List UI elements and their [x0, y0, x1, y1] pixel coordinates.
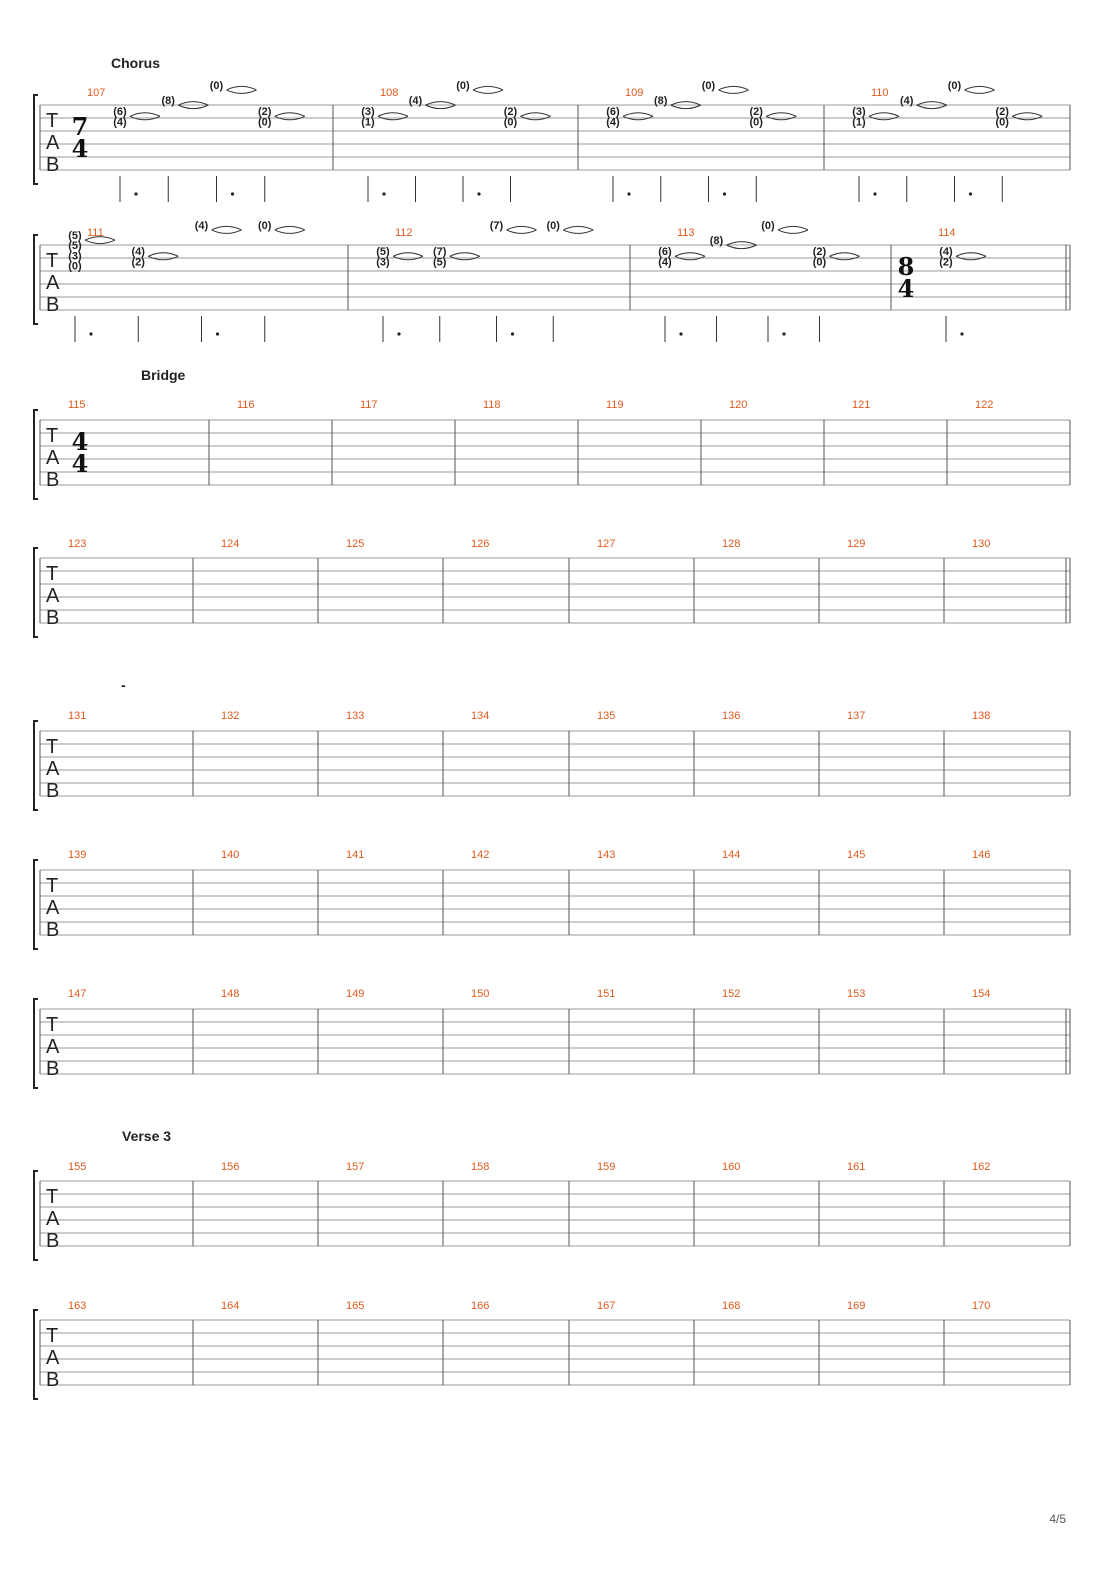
fret-number: (0)	[761, 219, 775, 232]
tie-arc	[965, 90, 995, 94]
fret-number: (3)	[376, 256, 390, 269]
rhythm-dot	[397, 332, 400, 335]
section-label: -	[121, 677, 126, 693]
tab-clef-a: A	[46, 758, 60, 780]
tab-clef-b: B	[46, 919, 60, 941]
bar-number: 126	[471, 538, 490, 550]
tie-arc	[778, 230, 808, 234]
rhythm-dot	[382, 192, 385, 195]
fret-number: (7)	[489, 219, 504, 232]
tab-system	[34, 55, 1070, 202]
tie-arc	[1012, 113, 1042, 117]
bar-number: 132	[221, 710, 240, 722]
tie-arc	[675, 253, 705, 257]
fret-number: (2)	[812, 246, 827, 259]
bar-number: 164	[221, 1300, 240, 1312]
tab-system	[34, 220, 1070, 342]
rhythm-dot	[89, 332, 92, 335]
fret-number: (0)	[812, 256, 827, 269]
fret-number: (0)	[701, 79, 716, 92]
bar-number: 163	[68, 1300, 87, 1312]
tie-arc	[719, 90, 749, 94]
fret-number: (8)	[709, 235, 724, 248]
bar-number: 160	[722, 1161, 741, 1173]
rhythm-dot	[134, 192, 137, 195]
tie-arc	[727, 245, 757, 249]
tab-clef-b: B	[46, 294, 60, 316]
tab-system	[34, 538, 1070, 637]
tie-arc	[473, 86, 503, 90]
bar-number: 145	[847, 849, 866, 861]
rhythm-dot	[782, 332, 785, 335]
tie-arc	[719, 86, 749, 90]
fret-number: (0)	[68, 260, 82, 273]
bar-number: 122	[975, 399, 994, 411]
bar-number: 135	[597, 710, 616, 722]
bar-number: 142	[471, 849, 490, 861]
bar-number: 112	[395, 227, 413, 239]
bar-number: 144	[722, 849, 741, 861]
bar-number: 110	[871, 87, 889, 99]
fret-number: (0)	[995, 116, 1009, 129]
bar-number: 115	[68, 399, 86, 411]
tie-arc	[85, 240, 115, 244]
fret-number: (1)	[361, 116, 375, 129]
tie-arc	[473, 90, 503, 94]
tab-system	[34, 1300, 1070, 1399]
tie-arc	[275, 226, 305, 230]
tie-arc	[275, 113, 305, 117]
bar-number: 146	[972, 849, 991, 861]
tie-arc	[227, 90, 257, 94]
time-signature-bottom: 4	[71, 449, 89, 478]
bar-number: 167	[597, 1300, 616, 1312]
system-bracket	[34, 860, 38, 949]
system-bracket	[34, 548, 38, 637]
time-signature-bottom: 4	[71, 134, 89, 163]
tab-clef-t: T	[46, 250, 59, 272]
rhythm-dot	[679, 332, 682, 335]
bar-number: 123	[68, 538, 87, 550]
tie-arc	[450, 253, 480, 257]
tab-clef-b: B	[46, 469, 60, 491]
tie-arc	[917, 105, 947, 109]
bar-number: 161	[847, 1161, 866, 1173]
tab-clef-b: B	[46, 780, 60, 802]
rhythm-dot	[231, 192, 234, 195]
bar-number: 136	[722, 710, 741, 722]
fret-number: (2)	[995, 106, 1009, 119]
tab-clef-t: T	[46, 563, 59, 585]
system-bracket	[34, 1171, 38, 1260]
system-bracket	[34, 999, 38, 1088]
tab-clef-a: A	[46, 585, 60, 607]
tie-arc	[378, 113, 408, 117]
section-label: Verse 3	[122, 1128, 172, 1144]
bar-number: 153	[847, 988, 866, 1000]
fret-number: (0)	[456, 79, 470, 92]
tie-arc	[623, 113, 653, 117]
fret-number: (5)	[376, 246, 390, 259]
rhythm-dot	[216, 332, 219, 335]
bar-number: 133	[346, 710, 365, 722]
tab-system	[34, 367, 1070, 499]
bar-number: 170	[972, 1300, 991, 1312]
fret-number: (5)	[433, 256, 447, 269]
bar-number: 108	[380, 87, 399, 99]
tie-arc	[507, 230, 537, 234]
tie-arc	[521, 113, 551, 117]
fret-number: (2)	[503, 106, 518, 119]
tab-clef-b: B	[46, 154, 60, 176]
tab-clef-t: T	[46, 110, 59, 132]
fret-number: (5)	[68, 230, 82, 242]
rhythm-dot	[960, 332, 963, 335]
tab-system	[34, 1128, 1070, 1260]
tie-arc	[563, 226, 593, 230]
bar-number: 117	[360, 399, 378, 411]
fret-number: (4)	[939, 246, 953, 259]
fret-number: (0)	[749, 116, 763, 129]
bar-number: 129	[847, 538, 866, 550]
tab-clef-b: B	[46, 1058, 60, 1080]
rhythm-dot	[511, 332, 514, 335]
rhythm-dot	[969, 192, 972, 195]
tie-arc	[212, 230, 242, 234]
bar-number: 139	[68, 849, 87, 861]
bar-number: 140	[221, 849, 240, 861]
bar-number: 138	[972, 710, 991, 722]
tie-arc	[778, 226, 808, 230]
fret-number: (0)	[546, 219, 560, 232]
bar-number: 130	[972, 538, 991, 550]
tie-arc	[869, 113, 899, 117]
tab-clef-t: T	[46, 1014, 59, 1036]
bar-number: 143	[597, 849, 616, 861]
page-number: 4/5	[1049, 1512, 1066, 1526]
fret-number: (3)	[68, 250, 82, 263]
bar-number: 131	[68, 710, 87, 722]
tie-arc	[956, 253, 986, 257]
tie-arc	[426, 105, 456, 109]
bar-number: 151	[597, 988, 616, 1000]
tab-clef-a: A	[46, 272, 60, 294]
bar-number: 119	[606, 399, 624, 411]
bar-number: 156	[221, 1161, 240, 1173]
fret-number: (0)	[947, 79, 962, 92]
bar-number: 166	[471, 1300, 490, 1312]
time-signature-top: 7	[71, 112, 89, 141]
tab-clef-b: B	[46, 607, 60, 629]
bar-number: 107	[87, 87, 106, 99]
bar-number: 168	[722, 1300, 741, 1312]
system-bracket	[34, 95, 38, 184]
fret-number: (4)	[131, 246, 145, 259]
bar-number: 149	[346, 988, 365, 1000]
tab-clef-a: A	[46, 1208, 60, 1230]
bar-number: 158	[471, 1161, 490, 1173]
tab-clef-a: A	[46, 447, 60, 469]
tie-arc	[178, 105, 208, 109]
fret-number: (0)	[258, 116, 272, 129]
tie-arc	[766, 113, 796, 117]
tab-clef-t: T	[46, 1186, 59, 1208]
tie-arc	[130, 113, 160, 117]
system-bracket	[34, 1310, 38, 1399]
rhythm-dot	[627, 192, 630, 195]
bar-number: 154	[972, 988, 991, 1000]
rhythm-dot	[873, 192, 876, 195]
system-bracket	[34, 721, 38, 810]
bar-number: 159	[597, 1161, 616, 1173]
tab-clef-b: B	[46, 1230, 60, 1252]
tab-clef-a: A	[46, 1347, 60, 1369]
tab-clef-t: T	[46, 1325, 59, 1347]
tab-system	[34, 677, 1070, 810]
tab-clef-a: A	[46, 897, 60, 919]
tab-clef-a: A	[46, 132, 60, 154]
time-signature-top: 4	[71, 427, 89, 456]
fret-number: (2)	[258, 106, 272, 119]
fret-number: (7)	[433, 246, 447, 259]
bar-number: 121	[852, 399, 871, 411]
fret-number: (0)	[258, 219, 272, 232]
fret-number: (1)	[852, 116, 866, 129]
fret-number: (4)	[606, 116, 620, 129]
bar-number: 109	[625, 87, 644, 99]
tab-clef-t: T	[46, 736, 59, 758]
fret-number: (4)	[113, 116, 127, 129]
tie-arc	[393, 253, 423, 257]
bar-number: 113	[677, 227, 695, 239]
bar-number: 134	[471, 710, 490, 722]
fret-number: (6)	[606, 106, 620, 119]
tab-clef-t: T	[46, 425, 59, 447]
bar-number: 125	[346, 538, 365, 550]
fret-number: (4)	[900, 95, 914, 108]
fret-number: (4)	[658, 256, 672, 269]
fret-number: (8)	[161, 95, 175, 108]
bar-number: 118	[483, 399, 501, 411]
bar-number: 147	[68, 988, 87, 1000]
rhythm-dot	[477, 192, 480, 195]
bar-number: 124	[221, 538, 240, 550]
bar-number: 127	[597, 538, 616, 550]
bar-number: 114	[938, 227, 956, 239]
fret-number: (0)	[503, 116, 518, 129]
tie-arc	[148, 253, 178, 257]
section-label: Bridge	[141, 367, 186, 383]
bar-number: 155	[68, 1161, 87, 1173]
bar-number: 128	[722, 538, 741, 550]
bar-number: 111	[87, 227, 104, 239]
fret-number: (0)	[209, 79, 224, 92]
bar-number: 169	[847, 1300, 866, 1312]
bar-number: 152	[722, 988, 741, 1000]
fret-number: (5)	[68, 240, 82, 253]
tie-arc	[507, 226, 537, 230]
bar-number: 150	[471, 988, 490, 1000]
fret-number: (6)	[658, 246, 672, 259]
bar-number: 137	[847, 710, 866, 722]
bar-number: 116	[237, 399, 255, 411]
tie-arc	[563, 230, 593, 234]
system-bracket	[34, 410, 38, 499]
bar-number: 157	[346, 1161, 365, 1173]
tie-arc	[212, 226, 242, 230]
bar-number: 165	[346, 1300, 365, 1312]
tie-arc	[830, 253, 860, 257]
bar-number: 120	[729, 399, 748, 411]
fret-number: (2)	[749, 106, 763, 119]
fret-number: (6)	[113, 106, 127, 119]
fret-number: (2)	[131, 256, 145, 269]
tab-clef-a: A	[46, 1036, 60, 1058]
fret-number: (4)	[194, 219, 209, 232]
tie-arc	[227, 86, 257, 90]
tab-system	[34, 988, 1070, 1088]
tie-arc	[671, 105, 701, 109]
bar-number: 141	[346, 849, 365, 861]
rhythm-dot	[723, 192, 726, 195]
fret-number: (2)	[939, 256, 953, 269]
section-label: Chorus	[111, 55, 160, 71]
tab-system	[34, 849, 1070, 949]
tie-arc	[965, 86, 995, 90]
fret-number: (8)	[654, 95, 668, 108]
bar-number: 148	[221, 988, 240, 1000]
tab-clef-t: T	[46, 875, 59, 897]
fret-number: (3)	[852, 106, 866, 119]
system-bracket	[34, 235, 38, 324]
fret-number: (4)	[408, 95, 423, 108]
tie-arc	[275, 230, 305, 234]
bar-number: 162	[972, 1161, 991, 1173]
time-signature-top: 8	[897, 252, 915, 281]
fret-number: (3)	[361, 106, 375, 119]
time-signature-bottom: 4	[897, 274, 915, 303]
tab-clef-b: B	[46, 1369, 60, 1391]
